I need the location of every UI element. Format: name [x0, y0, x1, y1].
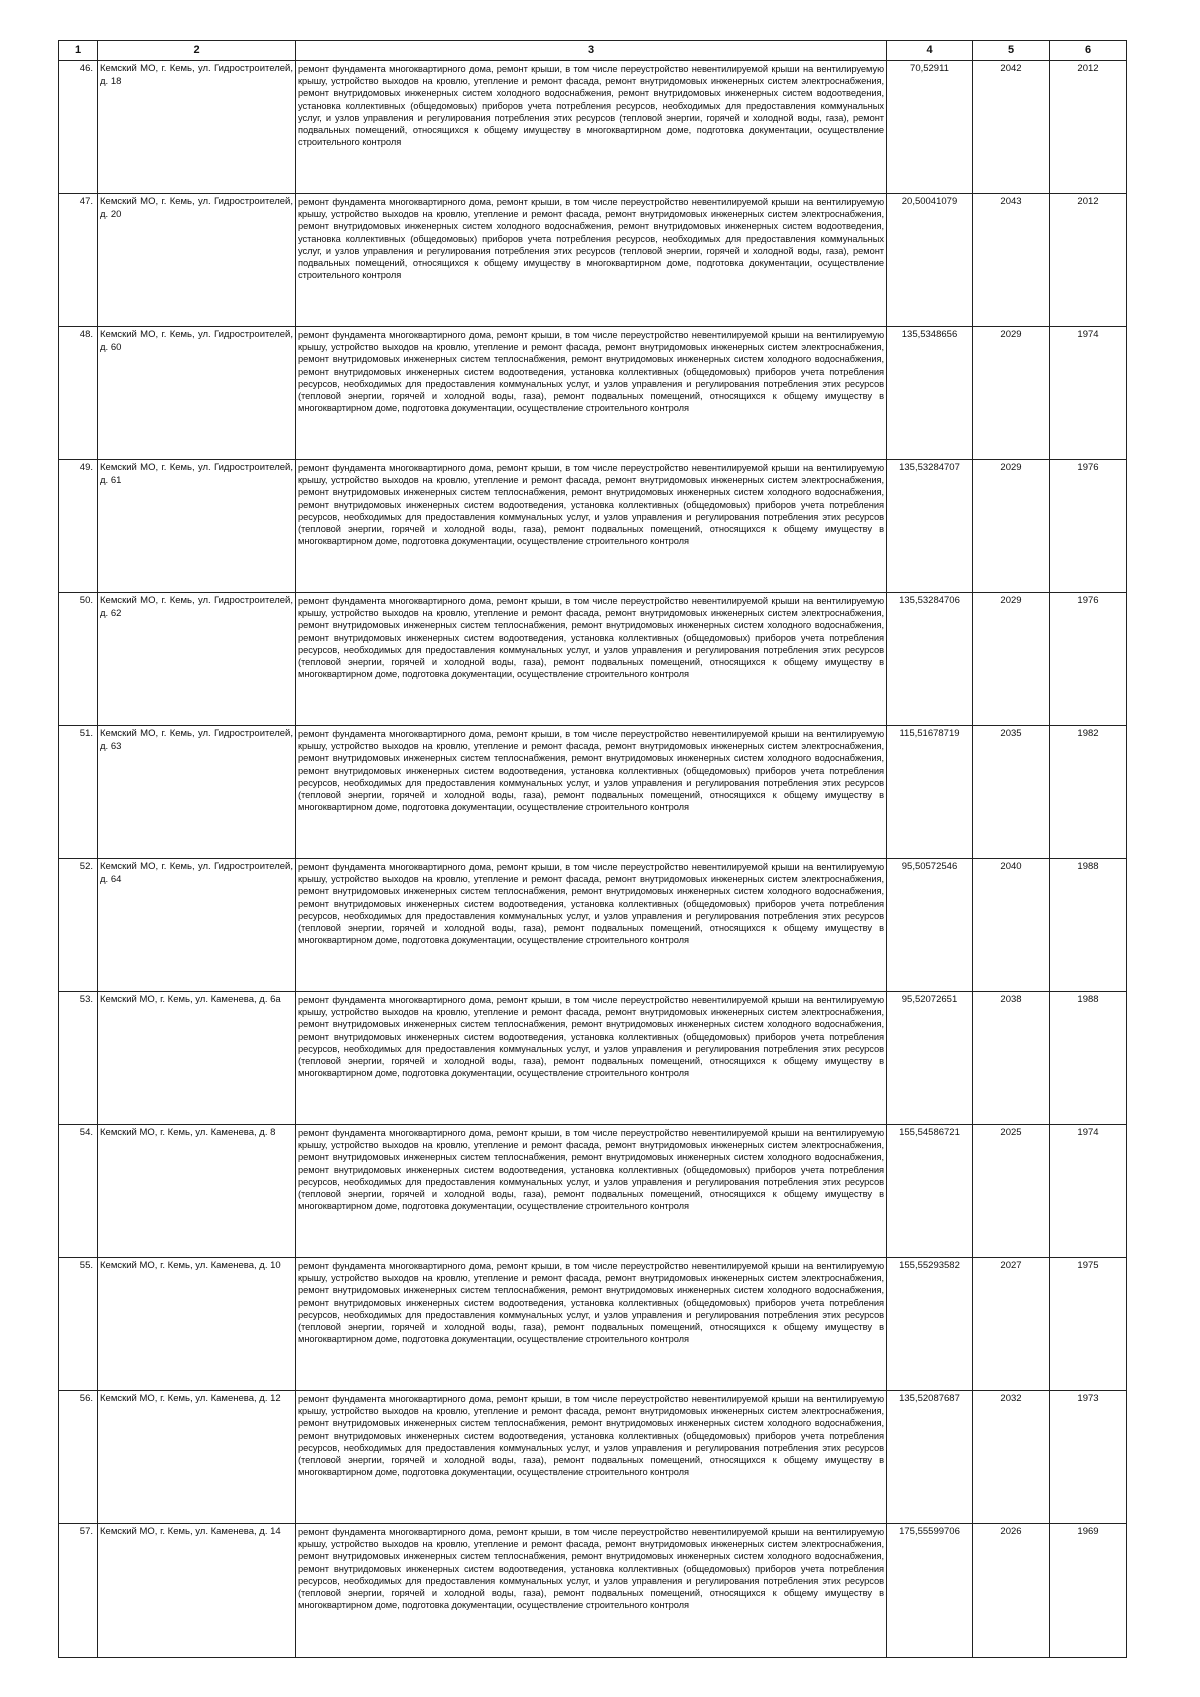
- address-cell: Кемский МО, г. Кемь, ул. Гидростроителей, д. 63: [98, 726, 296, 859]
- address-cell: Кемский МО, г. Кемь, ул. Гидростроителей, д. 64: [98, 859, 296, 992]
- address-cell: Кемский МО, г. Кемь, ул. Гидростроителей, д. 61: [98, 460, 296, 593]
- planned-year-cell: 2040: [973, 859, 1050, 992]
- works-list-cell: ремонт фундамента многоквартирного дома, ремонт крыши, в том числе переустройство невентилируемой крыши на вентилируемую крышу, устройство выходов на кровлю, утепление и ремонт фасада, ремонт внутридомовых инженерных систем электроснабжения, ремонт внутридомовых инженерных систем теплоснабжения, ремонт внутридомовых инженерных систем холодного водоснабжения, ремонт внутридомовых инженерных систем водоотведения, установка коллективных (общедомовых) приборов учета потребления ресурсов, необходимых для предоставления коммунальных услуг, и узлов управления и регулирования потребления этих ресурсов (тепловой энергии, горячей и холодной воды, газа), ремонт подвальных помещений, относящихся к общему имуществу в многоквартирном доме, подготовка документации, осуществление строительного контроля: [296, 1125, 887, 1258]
- table-row: [59, 593, 1127, 726]
- table-body: [59, 61, 1127, 1658]
- planned-year-cell: 2038: [973, 992, 1050, 1125]
- row-number: 52.: [59, 859, 98, 992]
- built-year-cell: 1988: [1050, 859, 1127, 992]
- table-row: [59, 460, 1127, 593]
- planned-year-cell: 2035: [973, 726, 1050, 859]
- column-header-4: 4: [887, 41, 973, 61]
- planned-year-cell: 2043: [973, 194, 1050, 327]
- row-number: 57.: [59, 1524, 98, 1658]
- row-number: 56.: [59, 1391, 98, 1524]
- address-cell: Кемский МО, г. Кемь, ул. Гидростроителей, д. 62: [98, 593, 296, 726]
- address-cell: Кемский МО, г. Кемь, ул. Гидростроителей, д. 18: [98, 61, 296, 194]
- works-list-cell: ремонт фундамента многоквартирного дома, ремонт крыши, в том числе переустройство невентилируемой крыши на вентилируемую крышу, устройство выходов на кровлю, утепление и ремонт фасада, ремонт внутридомовых инженерных систем электроснабжения, ремонт внутридомовых инженерных систем теплоснабжения, ремонт внутридомовых инженерных систем холодного водоснабжения, ремонт внутридомовых инженерных систем водоотведения, установка коллективных (общедомовых) приборов учета потребления ресурсов, необходимых для предоставления коммунальных услуг, и узлов управления и регулирования потребления этих ресурсов (тепловой энергии, горячей и холодной воды, газа), ремонт подвальных помещений, относящихся к общему имуществу в многоквартирном доме, подготовка документации, осуществление строительного контроля: [296, 859, 887, 992]
- works-list-cell: ремонт фундамента многоквартирного дома, ремонт крыши, в том числе переустройство невентилируемой крыши на вентилируемую крышу, устройство выходов на кровлю, утепление и ремонт фасада, ремонт внутридомовых инженерных систем электроснабжения, ремонт внутридомовых инженерных систем теплоснабжения, ремонт внутридомовых инженерных систем холодного водоснабжения, ремонт внутридомовых инженерных систем водоотведения, установка коллективных (общедомовых) приборов учета потребления ресурсов, необходимых для предоставления коммунальных услуг, и узлов управления и регулирования потребления этих ресурсов (тепловой энергии, горячей и холодной воды, газа), ремонт подвальных помещений, относящихся к общему имуществу в многоквартирном доме, подготовка документации, осуществление строительного контроля: [296, 726, 887, 859]
- address-cell: Кемский МО, г. Кемь, ул. Каменева, д. 12: [98, 1391, 296, 1524]
- table-row: [59, 1125, 1127, 1258]
- area-value-cell: 155,54586721: [887, 1125, 973, 1258]
- planned-year-cell: 2029: [973, 460, 1050, 593]
- built-year-cell: 1982: [1050, 726, 1127, 859]
- address-cell: Кемский МО, г. Кемь, ул. Каменева, д. 14: [98, 1524, 296, 1658]
- area-value-cell: 175,55599706: [887, 1524, 973, 1658]
- works-list-cell: ремонт фундамента многоквартирного дома, ремонт крыши, в том числе переустройство невентилируемой крыши на вентилируемую крышу, устройство выходов на кровлю, утепление и ремонт фасада, ремонт внутридомовых инженерных систем электроснабжения, ремонт внутридомовых инженерных систем теплоснабжения, ремонт внутридомовых инженерных систем холодного водоснабжения, ремонт внутридомовых инженерных систем водоотведения, установка коллективных (общедомовых) приборов учета потребления ресурсов, необходимых для предоставления коммунальных услуг, и узлов управления и регулирования потребления этих ресурсов (тепловой энергии, горячей и холодной воды, газа), ремонт подвальных помещений, относящихся к общему имуществу в многоквартирном доме, подготовка документации, осуществление строительного контроля: [296, 1524, 887, 1658]
- planned-year-cell: 2029: [973, 593, 1050, 726]
- area-value-cell: 135,53284706: [887, 593, 973, 726]
- works-list-cell: ремонт фундамента многоквартирного дома, ремонт крыши, в том числе переустройство невентилируемой крыши на вентилируемую крышу, устройство выходов на кровлю, утепление и ремонт фасада, ремонт внутридомовых инженерных систем электроснабжения, ремонт внутридомовых инженерных систем холодного водоснабжения, ремонт внутридомовых инженерных систем водоотведения, установка коллективных (общедомовых) приборов учета потребления ресурсов, необходимых для предоставления коммунальных услуг, и узлов управления и регулирования потребления этих ресурсов (тепловой энергии, горячей и холодной воды, газа), ремонт подвальных помещений, относящихся к общему имуществу в многоквартирном доме, подготовка документации, осуществление строительного контроля: [296, 61, 887, 194]
- works-list-cell: ремонт фундамента многоквартирного дома, ремонт крыши, в том числе переустройство невентилируемой крыши на вентилируемую крышу, устройство выходов на кровлю, утепление и ремонт фасада, ремонт внутридомовых инженерных систем электроснабжения, ремонт внутридомовых инженерных систем теплоснабжения, ремонт внутридомовых инженерных систем холодного водоснабжения, ремонт внутридомовых инженерных систем водоотведения, установка коллективных (общедомовых) приборов учета потребления ресурсов, необходимых для предоставления коммунальных услуг, и узлов управления и регулирования потребления этих ресурсов (тепловой энергии, горячей и холодной воды, газа), ремонт подвальных помещений, относящихся к общему имуществу в многоквартирном доме, подготовка документации, осуществление строительного контроля: [296, 1258, 887, 1391]
- area-value-cell: 70,52911: [887, 61, 973, 194]
- row-number: 55.: [59, 1258, 98, 1391]
- row-number: 53.: [59, 992, 98, 1125]
- works-list-cell: ремонт фундамента многоквартирного дома, ремонт крыши, в том числе переустройство невентилируемой крыши на вентилируемую крышу, устройство выходов на кровлю, утепление и ремонт фасада, ремонт внутридомовых инженерных систем электроснабжения, ремонт внутридомовых инженерных систем теплоснабжения, ремонт внутридомовых инженерных систем холодного водоснабжения, ремонт внутридомовых инженерных систем водоотведения, установка коллективных (общедомовых) приборов учета потребления ресурсов, необходимых для предоставления коммунальных услуг, и узлов управления и регулирования потребления этих ресурсов (тепловой энергии, горячей и холодной воды, газа), ремонт подвальных помещений, относящихся к общему имуществу в многоквартирном доме, подготовка документации, осуществление строительного контроля: [296, 593, 887, 726]
- area-value-cell: 155,55293582: [887, 1258, 973, 1391]
- area-value-cell: 135,52087687: [887, 1391, 973, 1524]
- address-cell: Кемский МО, г. Кемь, ул. Каменева, д. 8: [98, 1125, 296, 1258]
- built-year-cell: 2012: [1050, 194, 1127, 327]
- built-year-cell: 1973: [1050, 1391, 1127, 1524]
- column-header-3: 3: [296, 41, 887, 61]
- address-cell: Кемский МО, г. Кемь, ул. Каменева, д. 6а: [98, 992, 296, 1125]
- table-row: [59, 1258, 1127, 1391]
- table-row: [59, 726, 1127, 859]
- table-row: [59, 194, 1127, 327]
- address-cell: Кемский МО, г. Кемь, ул. Гидростроителей, д. 20: [98, 194, 296, 327]
- column-header-6: 6: [1050, 41, 1127, 61]
- row-number: 50.: [59, 593, 98, 726]
- works-list-cell: ремонт фундамента многоквартирного дома, ремонт крыши, в том числе переустройство невентилируемой крыши на вентилируемую крышу, устройство выходов на кровлю, утепление и ремонт фасада, ремонт внутридомовых инженерных систем электроснабжения, ремонт внутридомовых инженерных систем теплоснабжения, ремонт внутридомовых инженерных систем холодного водоснабжения, ремонт внутридомовых инженерных систем водоотведения, установка коллективных (общедомовых) приборов учета потребления ресурсов, необходимых для предоставления коммунальных услуг, и узлов управления и регулирования потребления этих ресурсов (тепловой энергии, горячей и холодной воды, газа), ремонт подвальных помещений, относящихся к общему имуществу в многоквартирном доме, подготовка документации, осуществление строительного контроля: [296, 992, 887, 1125]
- area-value-cell: 115,51678719: [887, 726, 973, 859]
- address-cell: Кемский МО, г. Кемь, ул. Каменева, д. 10: [98, 1258, 296, 1391]
- column-header-5: 5: [973, 41, 1050, 61]
- planned-year-cell: 2042: [973, 61, 1050, 194]
- column-number-header-row: [59, 41, 1127, 61]
- table-row: [59, 859, 1127, 992]
- area-value-cell: 95,52072651: [887, 992, 973, 1125]
- planned-year-cell: 2026: [973, 1524, 1050, 1658]
- built-year-cell: 1974: [1050, 327, 1127, 460]
- area-value-cell: 95,50572546: [887, 859, 973, 992]
- table-row: [59, 992, 1127, 1125]
- planned-year-cell: 2029: [973, 327, 1050, 460]
- table-row: [59, 1524, 1127, 1658]
- row-number: 48.: [59, 327, 98, 460]
- planned-year-cell: 2025: [973, 1125, 1050, 1258]
- built-year-cell: 1975: [1050, 1258, 1127, 1391]
- address-cell: Кемский МО, г. Кемь, ул. Гидростроителей, д. 60: [98, 327, 296, 460]
- column-header-1: 1: [59, 41, 98, 61]
- built-year-cell: 1988: [1050, 992, 1127, 1125]
- planned-year-cell: 2027: [973, 1258, 1050, 1391]
- row-number: 49.: [59, 460, 98, 593]
- row-number: 47.: [59, 194, 98, 327]
- built-year-cell: 2012: [1050, 61, 1127, 194]
- row-number: 51.: [59, 726, 98, 859]
- built-year-cell: 1976: [1050, 593, 1127, 726]
- column-header-2: 2: [98, 41, 296, 61]
- area-value-cell: 135,53284707: [887, 460, 973, 593]
- capital-repair-table: [58, 40, 1127, 1658]
- table-row: [59, 327, 1127, 460]
- row-number: 46.: [59, 61, 98, 194]
- table-row: [59, 61, 1127, 194]
- works-list-cell: ремонт фундамента многоквартирного дома, ремонт крыши, в том числе переустройство невентилируемой крыши на вентилируемую крышу, устройство выходов на кровлю, утепление и ремонт фасада, ремонт внутридомовых инженерных систем электроснабжения, ремонт внутридомовых инженерных систем теплоснабжения, ремонт внутридомовых инженерных систем холодного водоснабжения, ремонт внутридомовых инженерных систем водоотведения, установка коллективных (общедомовых) приборов учета потребления ресурсов, необходимых для предоставления коммунальных услуг, и узлов управления и регулирования потребления этих ресурсов (тепловой энергии, горячей и холодной воды, газа), ремонт подвальных помещений, относящихся к общему имуществу в многоквартирном доме, подготовка документации, осуществление строительного контроля: [296, 1391, 887, 1524]
- area-value-cell: 135,5348656: [887, 327, 973, 460]
- built-year-cell: 1969: [1050, 1524, 1127, 1658]
- row-number: 54.: [59, 1125, 98, 1258]
- planned-year-cell: 2032: [973, 1391, 1050, 1524]
- built-year-cell: 1974: [1050, 1125, 1127, 1258]
- works-list-cell: ремонт фундамента многоквартирного дома, ремонт крыши, в том числе переустройство невентилируемой крыши на вентилируемую крышу, устройство выходов на кровлю, утепление и ремонт фасада, ремонт внутридомовых инженерных систем электроснабжения, ремонт внутридомовых инженерных систем холодного водоснабжения, ремонт внутридомовых инженерных систем водоотведения, установка коллективных (общедомовых) приборов учета потребления ресурсов, необходимых для предоставления коммунальных услуг, и узлов управления и регулирования потребления этих ресурсов (тепловой энергии, горячей и холодной воды, газа), ремонт подвальных помещений, относящихся к общему имуществу в многоквартирном доме, подготовка документации, осуществление строительного контроля: [296, 194, 887, 327]
- area-value-cell: 20,50041079: [887, 194, 973, 327]
- table-row: [59, 1391, 1127, 1524]
- works-list-cell: ремонт фундамента многоквартирного дома, ремонт крыши, в том числе переустройство невентилируемой крыши на вентилируемую крышу, устройство выходов на кровлю, утепление и ремонт фасада, ремонт внутридомовых инженерных систем электроснабжения, ремонт внутридомовых инженерных систем теплоснабжения, ремонт внутридомовых инженерных систем холодного водоснабжения, ремонт внутридомовых инженерных систем водоотведения, установка коллективных (общедомовых) приборов учета потребления ресурсов, необходимых для предоставления коммунальных услуг, и узлов управления и регулирования потребления этих ресурсов (тепловой энергии, горячей и холодной воды, газа), ремонт подвальных помещений, относящихся к общему имуществу в многоквартирном доме, подготовка документации, осуществление строительного контроля: [296, 460, 887, 593]
- works-list-cell: ремонт фундамента многоквартирного дома, ремонт крыши, в том числе переустройство невентилируемой крыши на вентилируемую крышу, устройство выходов на кровлю, утепление и ремонт фасада, ремонт внутридомовых инженерных систем электроснабжения, ремонт внутридомовых инженерных систем теплоснабжения, ремонт внутридомовых инженерных систем холодного водоснабжения, ремонт внутридомовых инженерных систем водоотведения, установка коллективных (общедомовых) приборов учета потребления ресурсов, необходимых для предоставления коммунальных услуг, и узлов управления и регулирования потребления этих ресурсов (тепловой энергии, горячей и холодной воды, газа), ремонт подвальных помещений, относящихся к общему имуществу в многоквартирном доме, подготовка документации, осуществление строительного контроля: [296, 327, 887, 460]
- built-year-cell: 1976: [1050, 460, 1127, 593]
